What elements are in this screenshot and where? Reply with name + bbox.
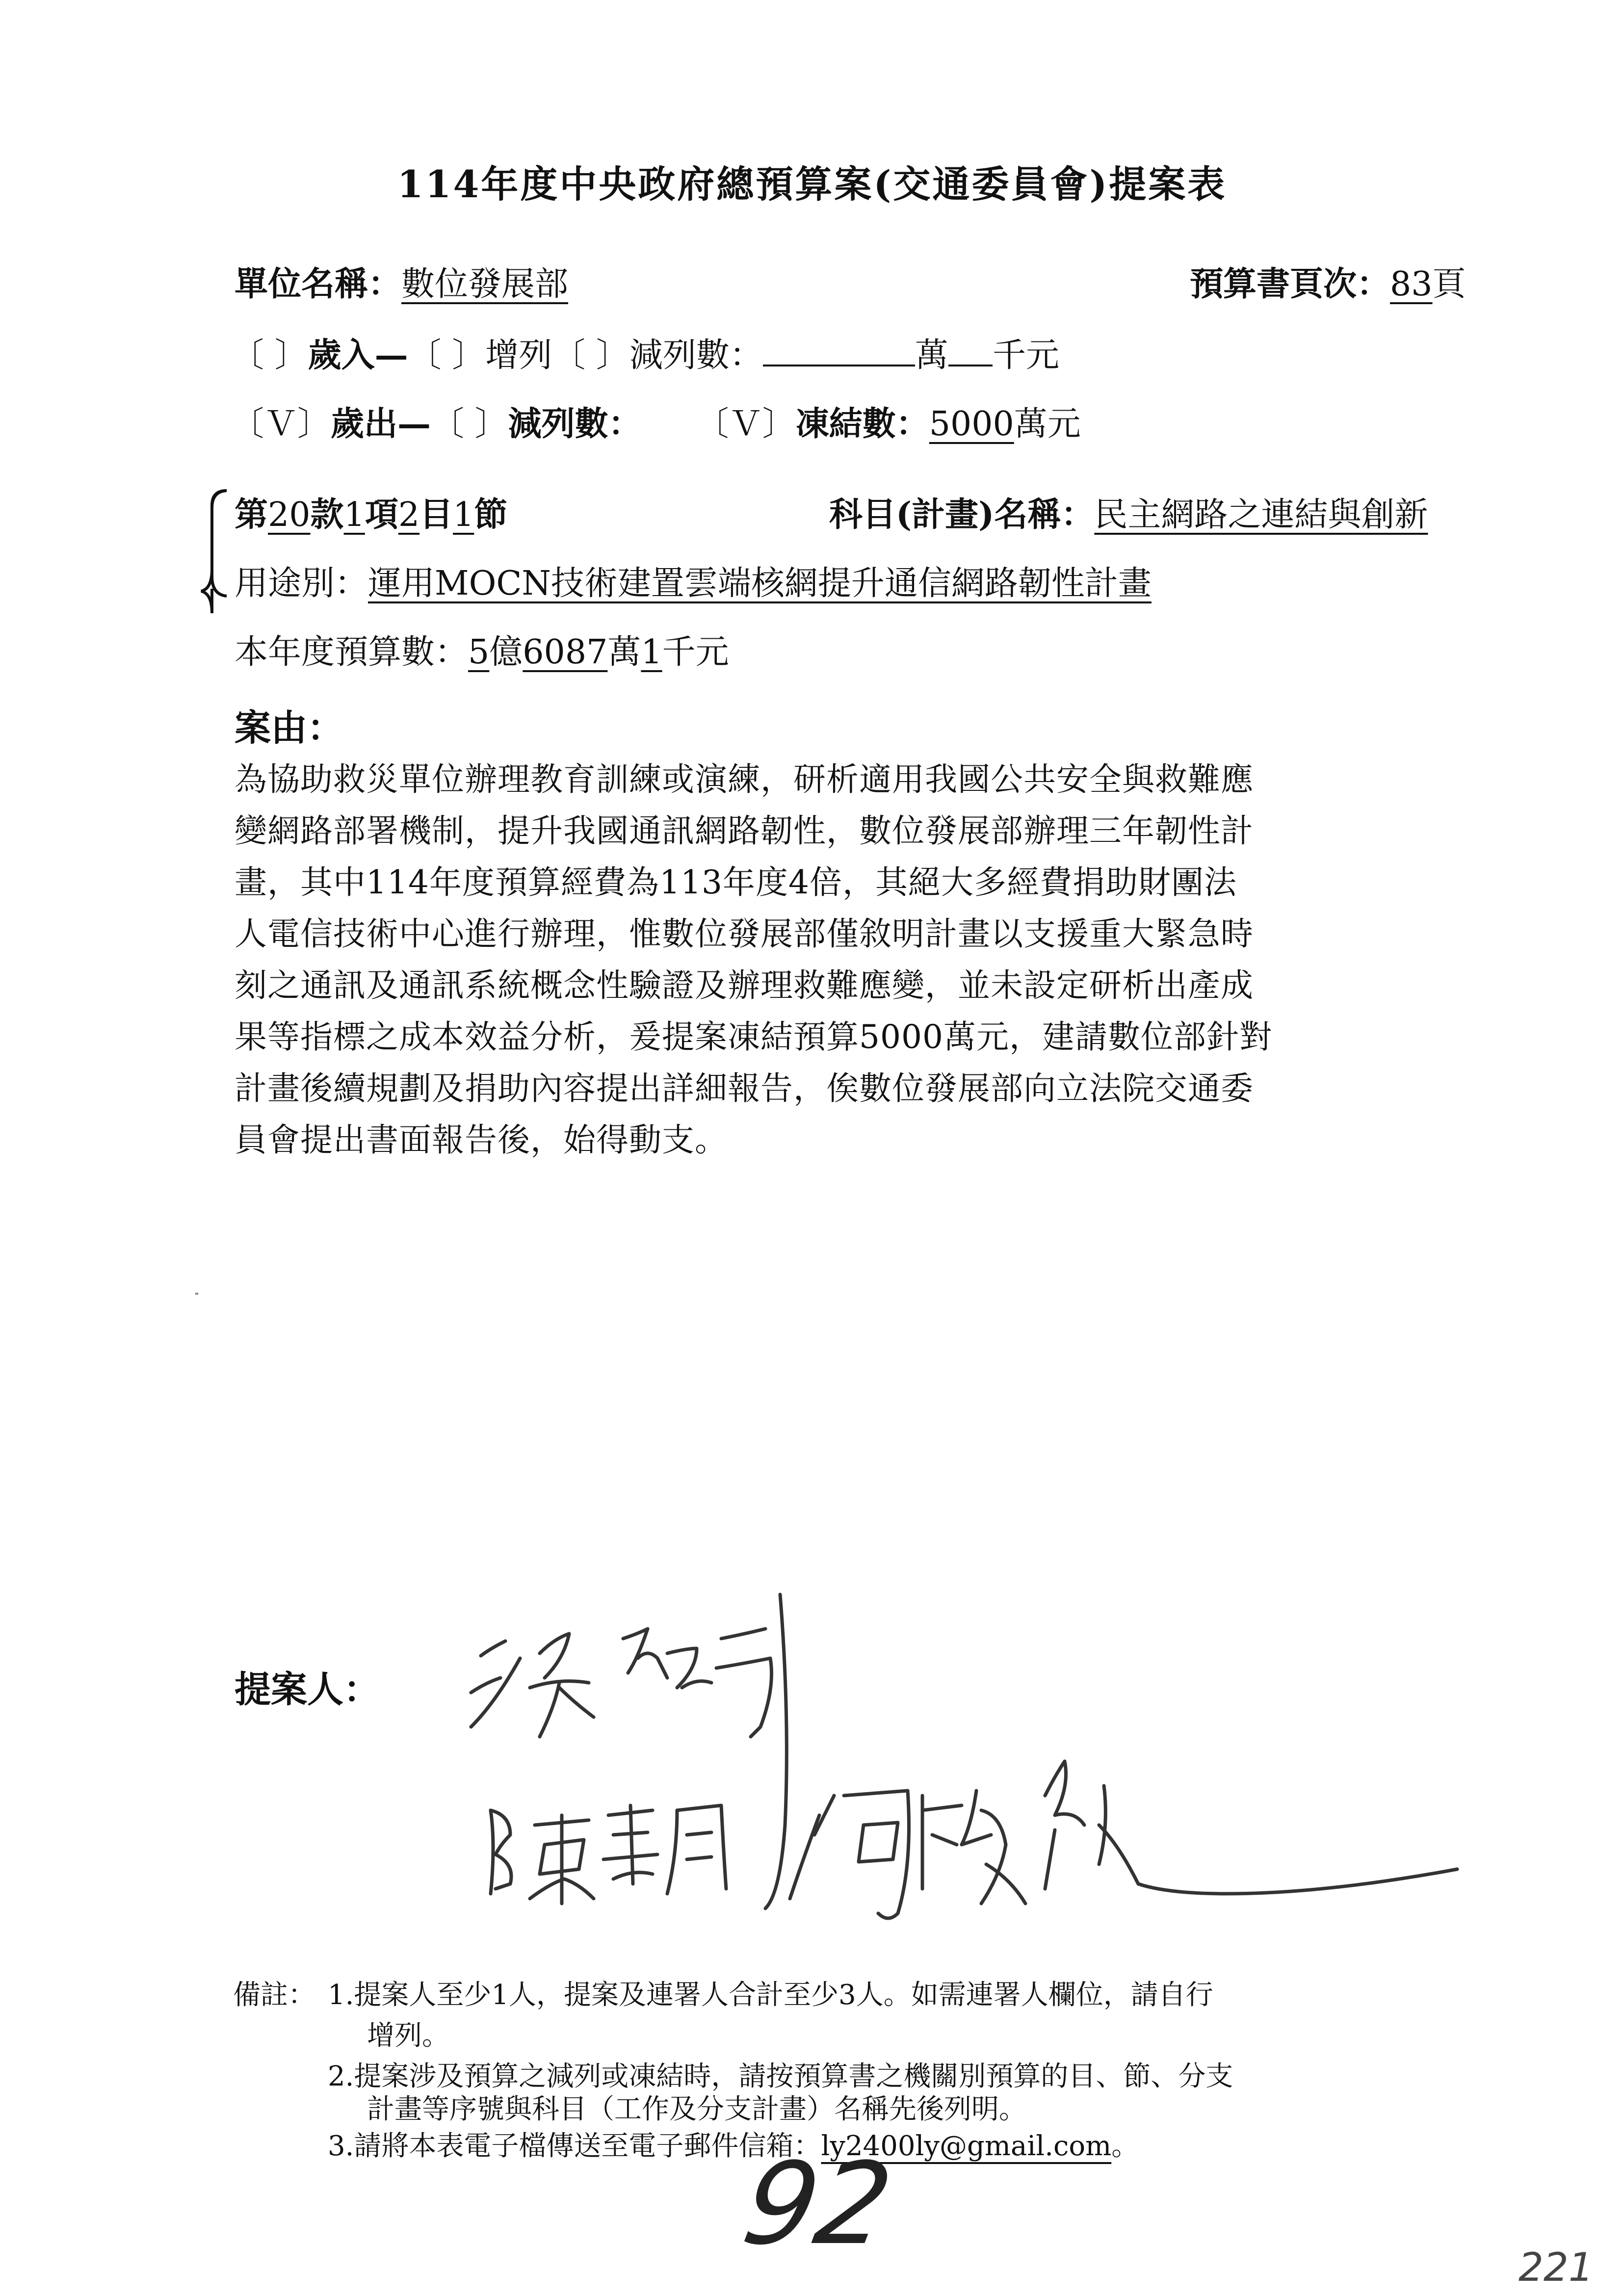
signature-1: [471, 1629, 772, 1737]
annual-budget-label: 本年度預算數：: [235, 633, 469, 672]
usage-label: 用途別：: [235, 564, 368, 603]
budget-page-row: [1190, 258, 1466, 305]
reason-line: 變網路部署機制，提升我國通訊網路韌性，數位發展部辦理三年韌性計: [235, 812, 1254, 850]
increase-checkbox: 〔 〕: [408, 336, 486, 375]
reason-line: 刻之通訊及通訊系統概念性驗證及辦理救難應變，並未設定研析出產成: [235, 966, 1254, 1004]
expense-checkbox: 〔Ｖ〕: [231, 405, 331, 444]
usage-value: 運用MOCN技術建置雲端核網提升通信網路韌性計畫: [368, 564, 1152, 603]
annual-budget-wan: 6087: [523, 633, 608, 672]
annual-budget-qian-label: 千元: [662, 633, 729, 672]
kuan-label: 款: [310, 495, 344, 534]
subject-value: 民主網路之連結與創新: [1094, 496, 1428, 534]
expense-reduce-checkbox: 〔 〕: [431, 405, 508, 444]
reduce-amount-blank: [763, 335, 915, 366]
annual-budget-row: [235, 626, 729, 673]
annual-budget-wan-label: 萬: [607, 633, 641, 672]
unit-value: 數位發展部: [401, 265, 569, 304]
note-3-prefix: 3.請將本表電子檔傳送至電子郵件信箱：: [328, 2130, 821, 2162]
increase-label: 增列: [485, 336, 552, 375]
note-2: 2.提案涉及預算之減列或凍結時，請按預算書之機關別預算的目、節、分支: [328, 2061, 1233, 2092]
jie-value: 1: [453, 496, 474, 534]
expense-reduce-label: 減列數：: [508, 404, 642, 444]
note-2-continued: 計畫等序號與科目（工作及分支計畫）名稱先後列明。: [367, 2093, 1026, 2125]
wan-label: 萬: [915, 336, 948, 375]
qian-label: 千元: [992, 336, 1059, 375]
kuan-prefix: 第: [235, 495, 268, 534]
annual-budget-yi: 5: [468, 633, 490, 672]
budget-page-label: 預算書頁次：: [1190, 264, 1390, 304]
unit-row: [235, 258, 568, 305]
freeze-value: 5000: [929, 405, 1014, 444]
reason-line: 人電信技術中心進行辦理，惟數位發展部僅敘明計畫以支援重大緊急時: [235, 915, 1254, 953]
signature-2: [491, 1805, 726, 1904]
corner-page-number: 221: [1519, 2244, 1594, 2290]
proposer-label: 提案人：: [235, 1669, 380, 1711]
reason-line: 計畫後續規劃及捐助內容提出詳細報告，俟數位發展部向立法院交通委: [235, 1070, 1254, 1107]
reason-heading: 案由：: [235, 707, 343, 749]
usage-row: [235, 557, 1152, 604]
reason-line: 為協助救災單位辦理教育訓練或演練，研析適用我國公共安全與救難應: [235, 760, 1254, 798]
kuan-value: 20: [268, 496, 311, 534]
freeze-label: 凍結數：: [795, 404, 929, 444]
reason-line: 畫，其中114年度預算經費為113年度4倍，其絕大多經費捐助財團法: [235, 863, 1237, 901]
xiang-value: 1: [343, 496, 365, 534]
signature-3: [765, 1594, 1457, 1918]
note-3: [328, 2124, 1139, 2164]
revenue-checkbox: 〔 〕: [231, 336, 308, 375]
mu-label: 目: [419, 495, 453, 534]
expense-line: [231, 397, 1081, 445]
reduce-checkbox: 〔 〕: [552, 336, 629, 375]
document-title: 114年度中央政府總預算案(交通委員會)提案表: [397, 162, 1227, 206]
annual-budget-yi-label: 億: [489, 633, 523, 672]
subject-row: [829, 488, 1428, 536]
reason-line: 果等指標之成本效益分析，爰提案凍結預算5000萬元，建請數位部針對: [235, 1018, 1272, 1056]
xiang-label: 項: [365, 495, 398, 534]
note-3-suffix: 。: [1111, 2130, 1139, 2162]
subject-label: 科目(計畫)名稱：: [829, 495, 1095, 534]
note-1: 1.提案人至少1人，提案及連署人合計至少3人。如需連署人欄位，請自行: [328, 1979, 1213, 2011]
revenue-line: [231, 329, 1059, 376]
budget-page-value: 83: [1390, 265, 1433, 304]
budget-page-suffix: 頁: [1432, 265, 1466, 304]
unit-label: 單位名稱：: [235, 264, 402, 304]
handwritten-page-number: 92: [734, 2139, 901, 2270]
notes-label: 備註：: [233, 1979, 315, 2011]
revenue-label: 歲入—: [308, 336, 408, 375]
annual-budget-qian: 1: [641, 633, 662, 672]
stray-mark: [195, 1293, 198, 1295]
jie-label: 節: [474, 495, 508, 534]
reduce-label: 減列數：: [629, 336, 763, 375]
note-1-continued: 增列。: [367, 2020, 449, 2052]
freeze-unit: 萬元: [1014, 405, 1081, 444]
qian-blank: [948, 335, 993, 366]
freeze-checkbox: 〔Ｖ〕: [695, 405, 796, 444]
reason-line: 員會提出書面報告後，始得動支。: [235, 1121, 728, 1159]
expense-label: 歲出—: [331, 404, 431, 444]
mu-value: 2: [398, 496, 420, 534]
item-line: [235, 488, 507, 536]
note-3-email[interactable]: ly2400ly@gmail.com: [821, 2130, 1112, 2162]
